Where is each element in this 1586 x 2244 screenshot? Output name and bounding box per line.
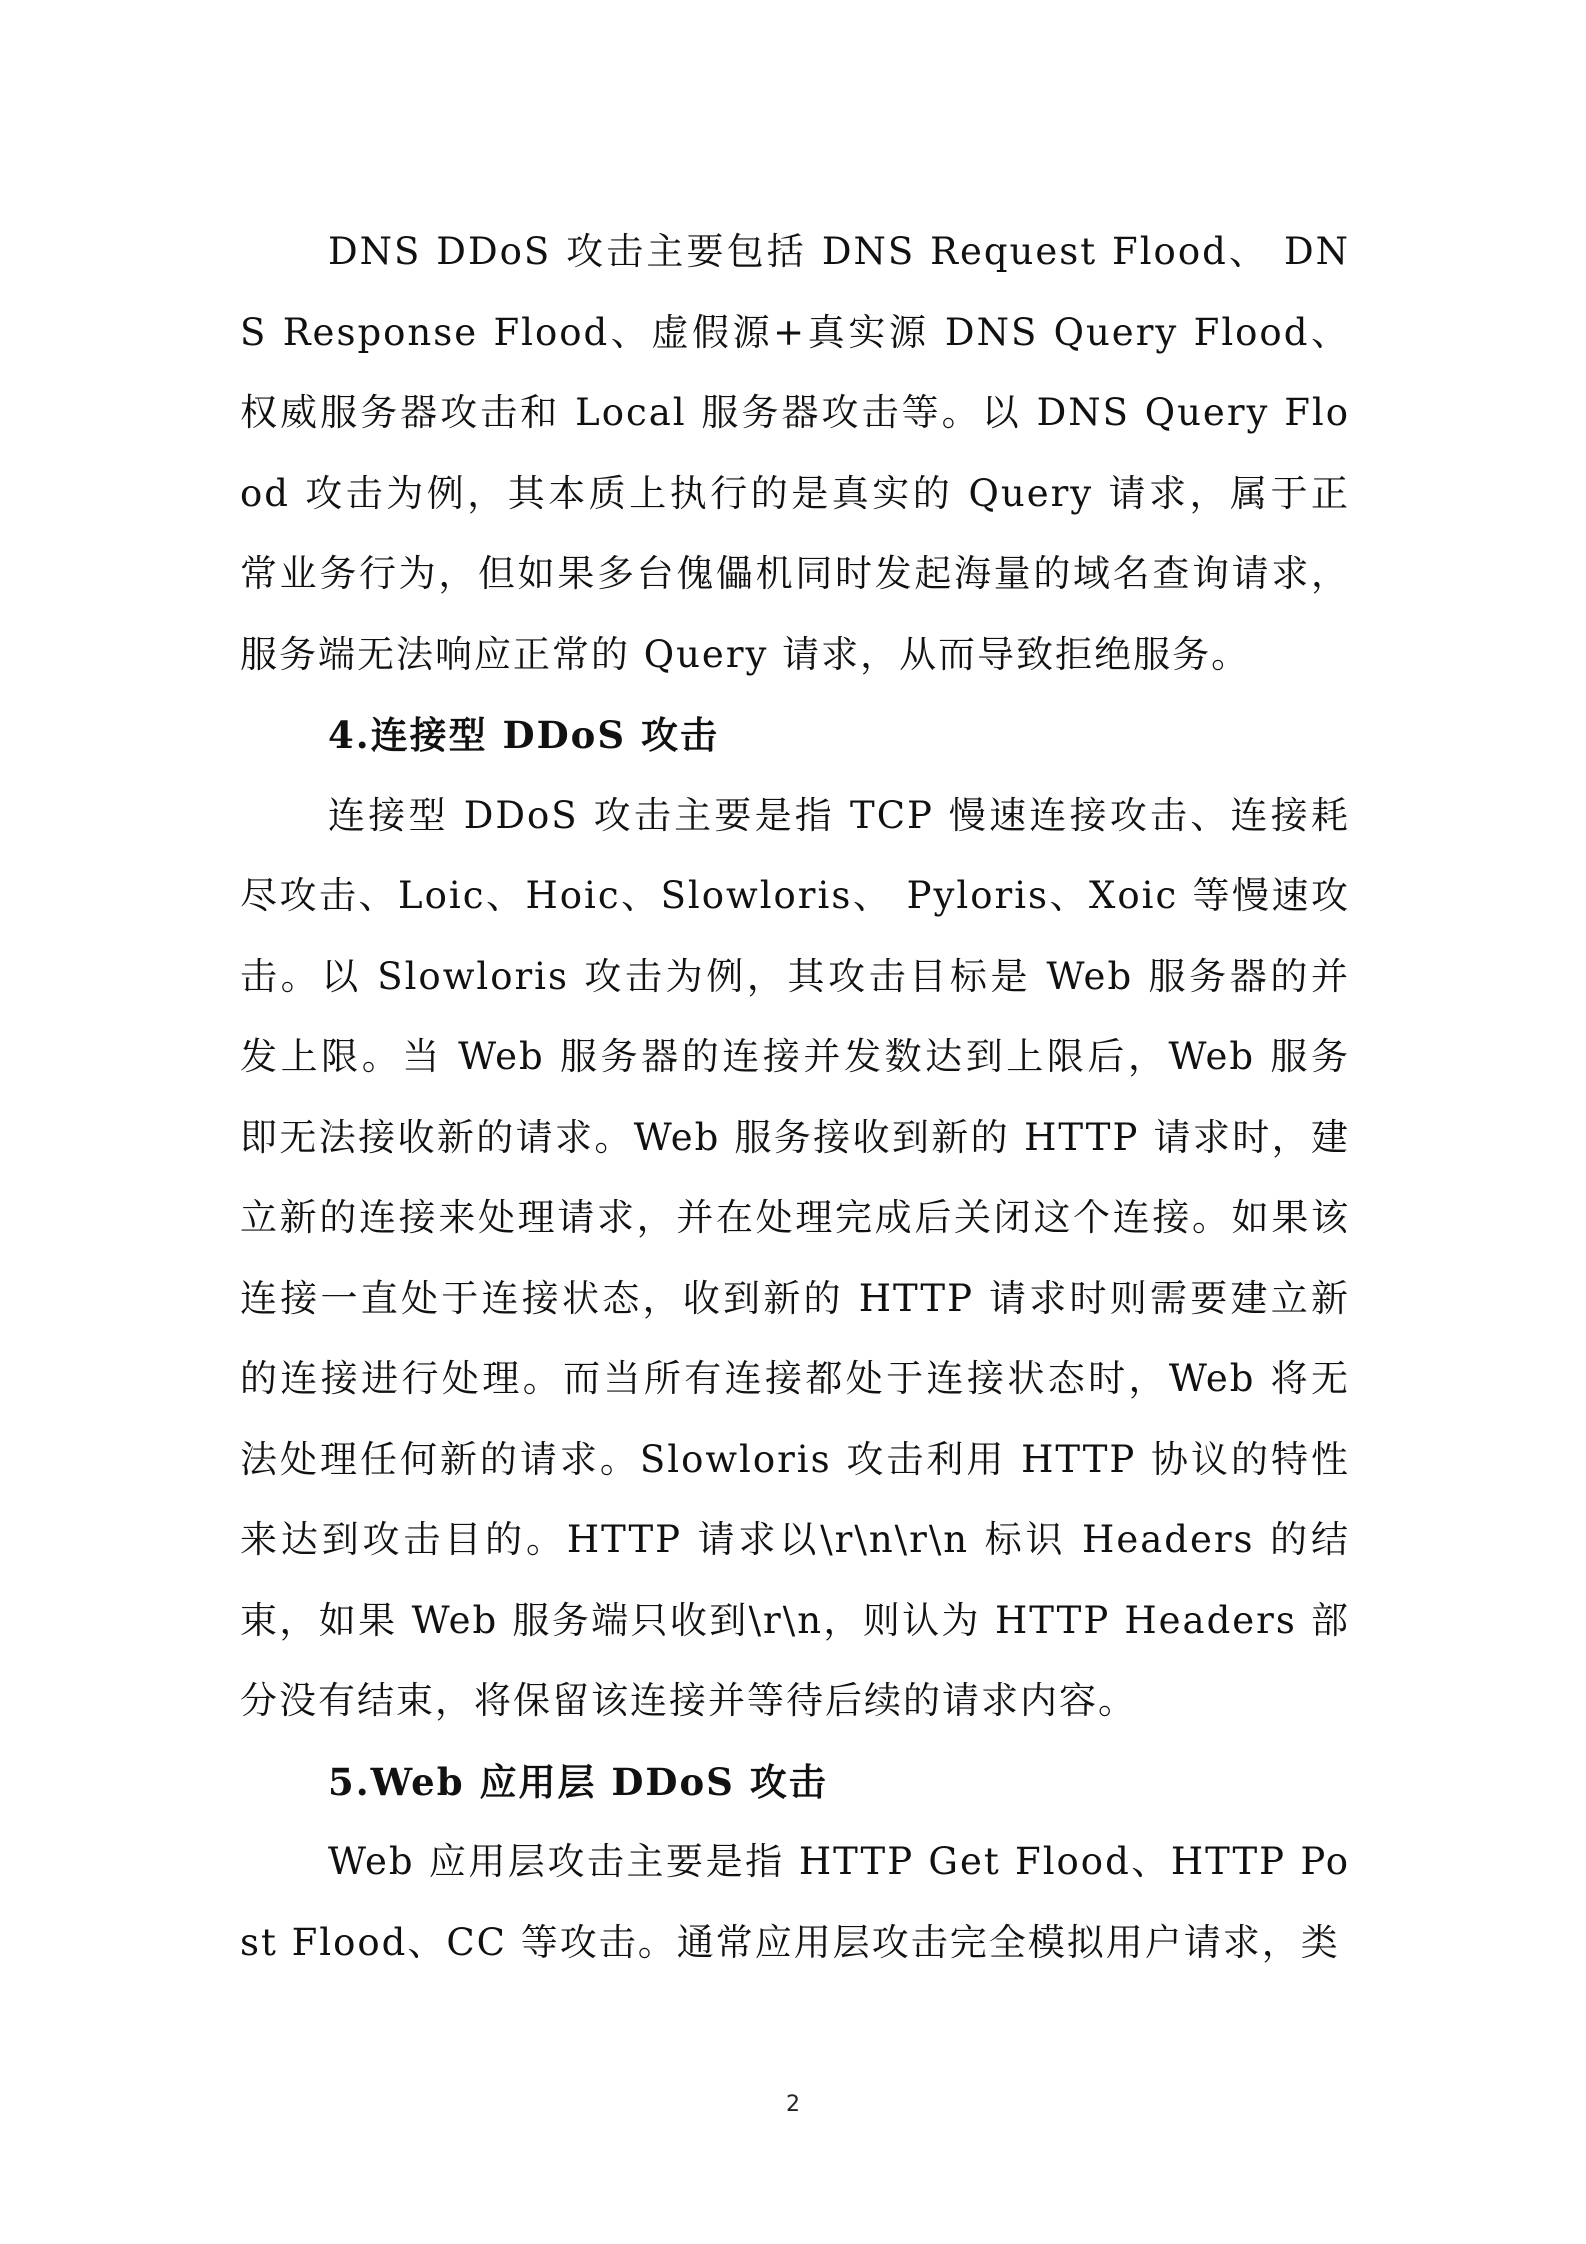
document-body bbox=[240, 212, 1350, 1983]
page-number: 2 bbox=[786, 2092, 800, 2117]
section-heading-web-ddos: 5.Web 应用层 DDoS 攻击 bbox=[328, 1759, 828, 1804]
paragraph-dns-ddos: DNS DDoS 攻击主要包括 DNS Request Flood、 DNS Response Flood、虚假源+真实源 DNS Query Flood、权威服务器攻击和 Local 服务器攻击等。以 DNS Query Flood 攻击为例，其本质上执行的是真实的 Query 请求，属于正常业务行为，但如果多台傀儡机同时发起海量的域名查询请求，服务端无法响应正常的 Query 请求，从而导致拒绝服务。 bbox=[240, 230, 1350, 676]
section-heading-connection-ddos: 4.连接型 DDoS 攻击 bbox=[328, 713, 719, 757]
paragraph-connection-ddos: 连接型 DDoS 攻击主要是指 TCP 慢速连接攻击、连接耗尽攻击、Loic、Hoic、Slowloris、 Pyloris、Xoic 等慢速攻击。以 Slowloris 攻击为例，其攻击目标是 Web 服务器的并发上限。当 Web 服务器的连接并发数达到上限后，Web 服务即无法接收新的请求。Web 服务接收到新的 HTTP 请求时，建立新的连接来处理请求，并在处理完成后关闭这个连接。如果该连接一直处于连接状态，收到新的 HTTP 请求时则需要建立新的连接进行处理。而当所有连接都处于连接状态时，Web 将无法处理任何新的请求。Slowloris 攻击利用 HTTP 协议的特性来达到攻击目的。HTTP 请求以\r\n\r\n 标识 Headers 的结束，如果 Web 服务端只收到\r\n，则认为 HTTP Headers 部分没有结束，将保留该连接并等待后续的请求内容。 bbox=[240, 793, 1351, 1722]
paragraph-web-ddos: Web 应用层攻击主要是指 HTTP Get Flood、HTTP Post Flood、CC 等攻击。通常应用层攻击完全模拟用户请求，类 bbox=[240, 1840, 1350, 1964]
